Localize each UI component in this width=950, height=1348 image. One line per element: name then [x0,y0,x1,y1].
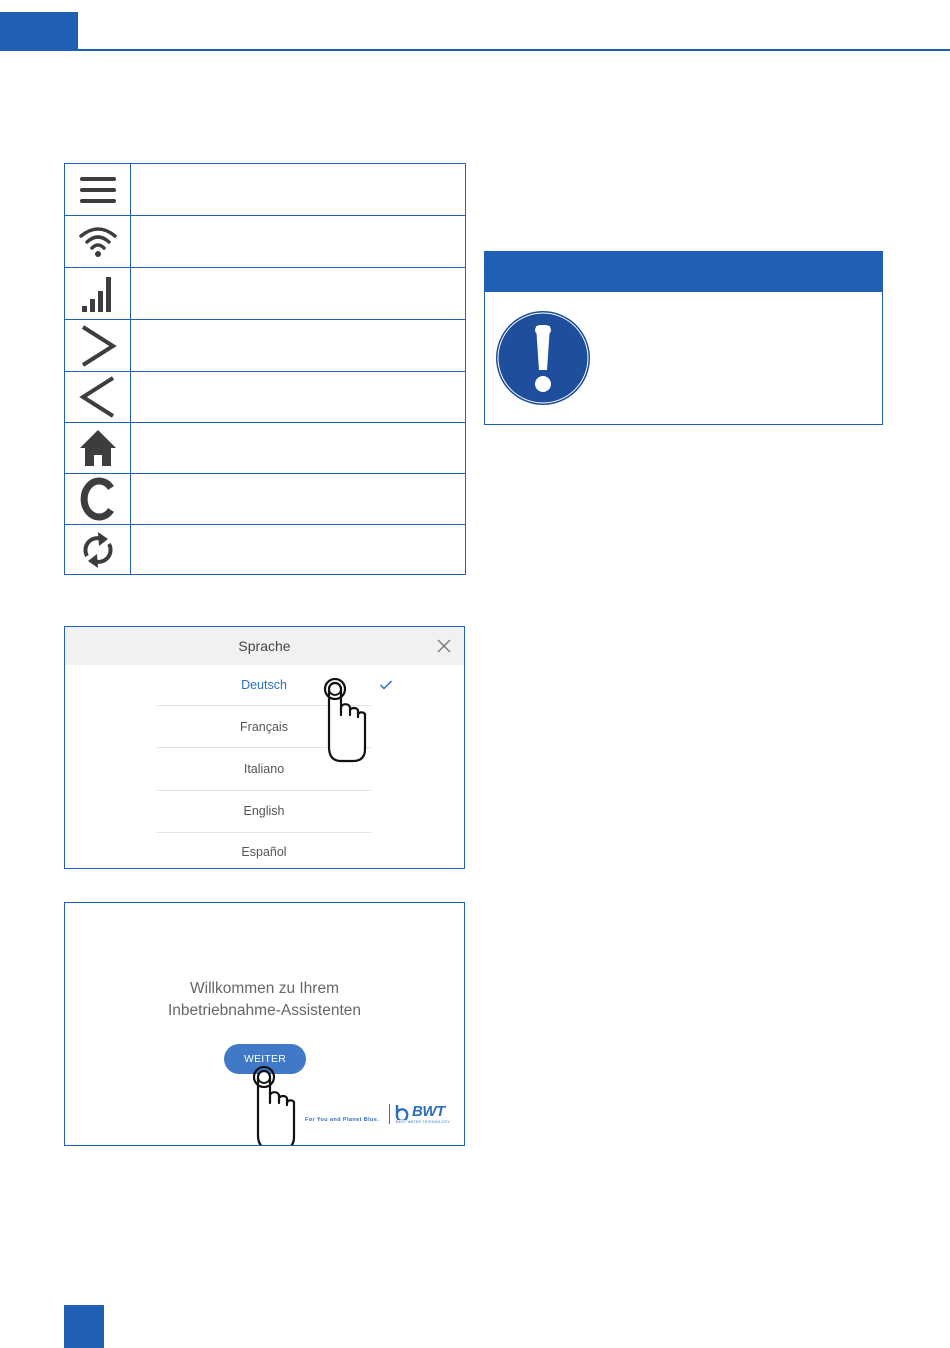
language-screen [64,626,465,869]
tap-hand-icon [248,1065,296,1146]
brand-tagline: For You and Planet Blue. [305,1117,380,1123]
welcome-title-line2: Inbetriebnahme-Assistenten [167,1002,361,1019]
weiter-button[interactable]: WEITER [224,1044,306,1074]
welcome-screen [64,902,465,1146]
icon-description [131,320,465,371]
language-option-english[interactable]: English [243,804,285,818]
icon-legend-row [65,473,465,525]
icon-description [131,473,465,524]
icon-cell [65,524,131,575]
language-option-espanol[interactable]: Español [241,845,287,859]
icon-description [131,268,465,319]
icon-cell [65,371,131,422]
page-header-tab [0,12,78,51]
icon-legend-row [65,268,465,320]
close-icon[interactable] [437,639,451,653]
check-icon [379,679,393,691]
icon-legend-row [65,422,465,474]
icon-cell [65,320,131,371]
icon-cell [65,164,131,215]
icon-legend-row [65,164,465,216]
icon-description [131,216,465,267]
icon-legend-row [65,524,465,575]
exclamation-icon [495,310,591,406]
chevron-right-icon [78,324,118,368]
language-option-francais[interactable]: Français [240,720,288,734]
c-icon [78,477,118,521]
chevron-left-icon [78,375,118,419]
icon-legend-row [65,320,465,372]
signal-strength-icon [78,274,118,314]
icon-cell [65,216,131,267]
language-title: Sprache [238,638,291,654]
tap-hand-icon [319,677,367,763]
bwt-drop-logo-icon [394,1104,412,1120]
language-option-italiano[interactable]: Italiano [243,762,285,776]
icon-legend-row [65,216,465,268]
icon-cell [65,422,131,473]
brand-logo: BWT [412,1103,445,1120]
icon-legend-table [64,163,466,575]
page-header-rule [78,49,950,51]
icon-description [131,164,465,215]
icon-description [131,524,465,575]
icon-legend-row [65,371,465,423]
icon-cell [65,473,131,524]
welcome-title-line1: Willkommen zu Ihrem [190,980,339,997]
icon-description [131,371,465,422]
refresh-icon [78,529,118,571]
home-icon [78,428,118,468]
wifi-icon [78,224,118,260]
brand-logo-subtitle: BEST WATER TECHNOLOGY [396,1120,451,1124]
icon-description [131,422,465,473]
menu-icon [78,172,118,208]
note-header [485,252,882,292]
note-box [484,251,883,425]
page-footer-tab [64,1305,104,1348]
icon-cell [65,268,131,319]
language-option-deutsch[interactable]: Deutsch [241,678,287,692]
logo-divider [389,1104,390,1124]
